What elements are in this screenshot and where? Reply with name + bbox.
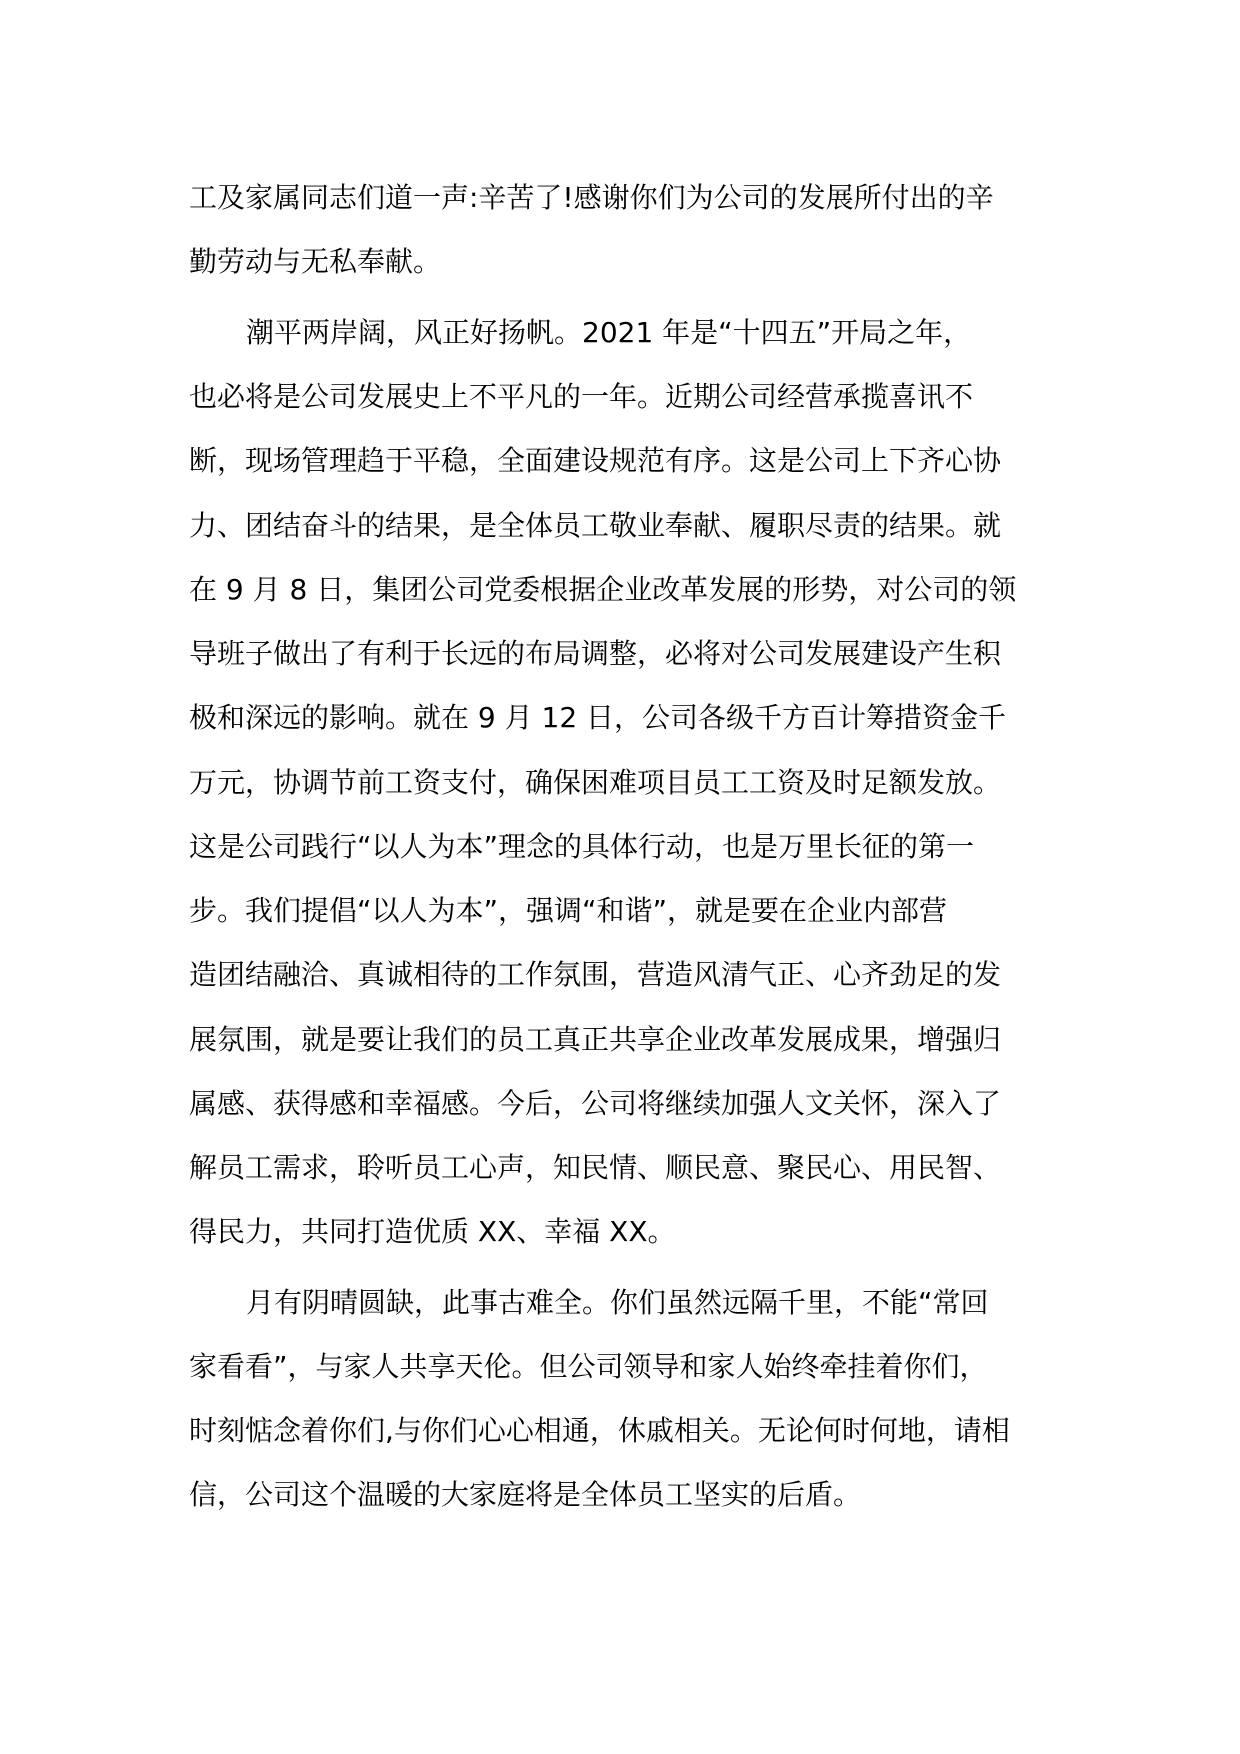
text-line-14: 展氛围，就是要让我们的员工真正共享企业改革发展成果，增强归 <box>189 1023 1002 1056</box>
text-line-1: 工及家属同志们道一声:辛苦了!感谢你们为公司的发展所付出的辛 <box>189 181 994 214</box>
text-line-6: 力、团结奋斗的结果，是全体员工敬业奉献、履职尽责的结果。就 <box>189 509 1002 542</box>
text-line-3: 潮平两岸阔，风正好扬帆。2021 年是“十四五”开局之年， <box>246 316 972 349</box>
text-line-12: 步。我们提倡“以人为本”，强调“和谐”，就是要在企业内部营 <box>189 894 948 927</box>
text-line-19: 家看看”，与家人共享天伦。但公司领导和家人始终牵挂着你们， <box>189 1350 988 1383</box>
text-line-2: 勤劳动与无私奉献。 <box>189 245 442 278</box>
text-line-9: 极和深远的影响。就在 9 月 12 日，公司各级千方百计筹措资金千 <box>189 701 1007 734</box>
text-line-18: 月有阴晴圆缺，此事古难全。你们虽然远隔千里，不能“常回 <box>246 1286 989 1319</box>
text-line-10: 万元，协调节前工资支付，确保困难项目员工工资及时足额发放。 <box>189 766 1002 799</box>
text-line-8: 导班子做出了有利于长远的布局调整，必将对公司发展建设产生积 <box>189 637 1002 670</box>
text-line-20: 时刻惦念着你们,与你们心心相通，休戚相关。无论何时何地，请相 <box>189 1414 1010 1447</box>
text-line-4: 也必将是公司发展史上不平凡的一年。近期公司经营承揽喜讯不 <box>189 380 974 413</box>
text-line-16: 解员工需求，聆听员工心声，知民情、顺民意、聚民心、用民智、 <box>189 1151 1002 1184</box>
text-line-11: 这是公司践行“以人为本”理念的具体行动，也是万里长征的第一 <box>189 830 975 863</box>
text-line-17: 得民力，共同打造优质 XX、幸福 XX。 <box>189 1215 676 1248</box>
text-line-21: 信，公司这个温暖的大家庭将是全体员工坚实的后盾。 <box>189 1478 862 1511</box>
text-line-7: 在 9 月 8 日，集团公司党委根据企业改革发展的形势，对公司的领 <box>189 573 1017 606</box>
text-line-13: 造团结融洽、真诚相待的工作氛围，营造风清气正、心齐劲足的发 <box>189 958 1002 991</box>
text-line-5: 断，现场管理趋于平稳，全面建设规范有序。这是公司上下齐心协 <box>189 444 1002 477</box>
text-line-15: 属感、获得感和幸福感。今后，公司将继续加强人文关怀，深入了 <box>189 1087 1002 1120</box>
